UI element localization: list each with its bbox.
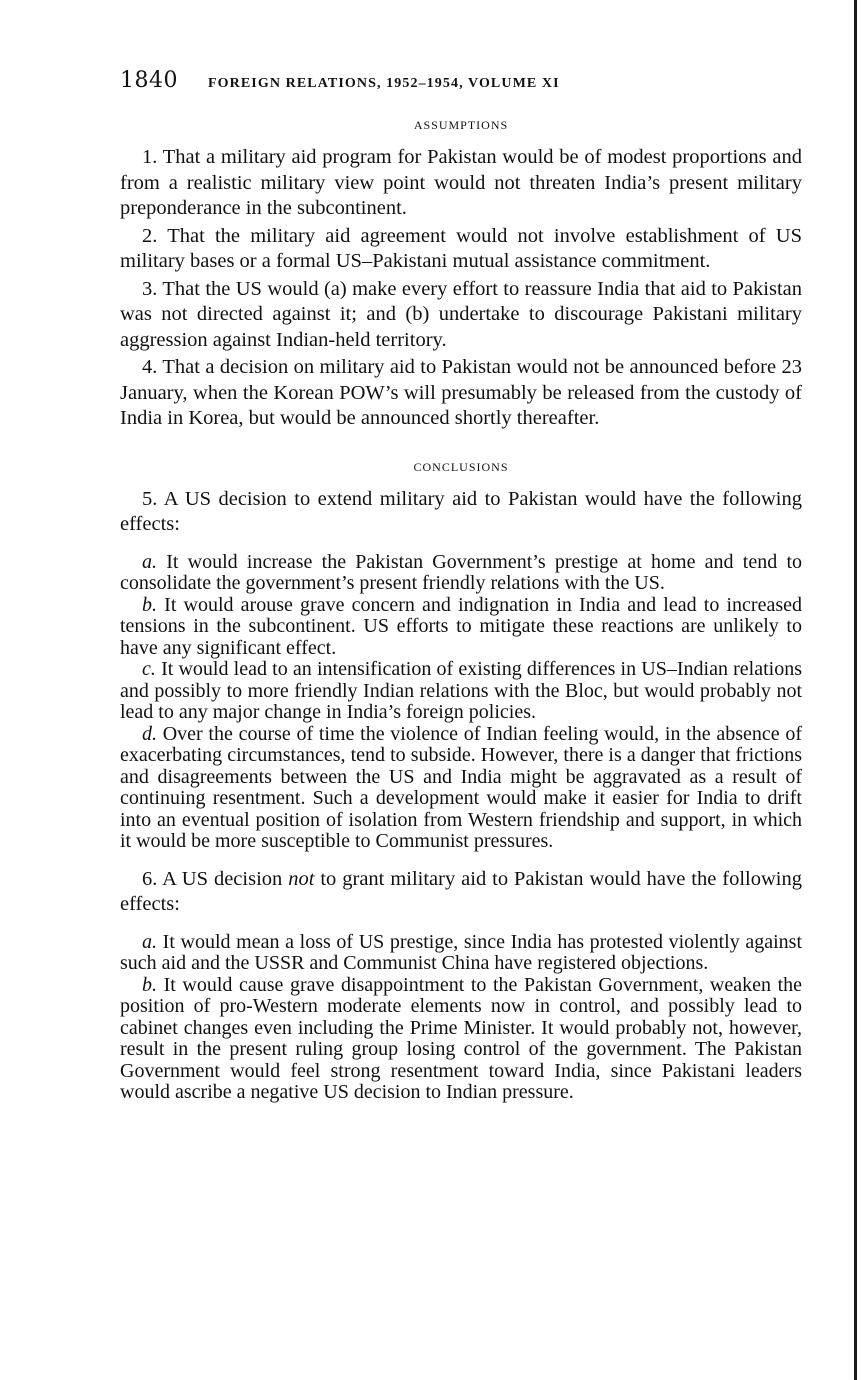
- conclusion-5-intro-block: [120, 487, 802, 538]
- effect-5c: [120, 659, 802, 724]
- effect-text: It would lead to an intensification of existing differences in US–Indian relations and possibly to more friendly Indian relations with the Bloc, but would probably not lead to any major change in India’s foreign policies.: [120, 658, 802, 723]
- effect-letter: a.: [142, 550, 157, 573]
- effect-5d: [120, 724, 802, 853]
- conclusion-5-effects: [120, 552, 802, 853]
- document-page: [120, 68, 802, 1118]
- assumption-3: 3. That the US would (a) make every effort to reassure India that aid to Pakistan was not directed against it; and (b) undertake to discourage Pakistani military aggression against Indian-held territory.: [120, 277, 802, 351]
- page-number: 1840: [120, 68, 178, 93]
- running-header: [120, 68, 802, 102]
- effect-5b: [120, 595, 802, 660]
- assumption-1: 1. That a military aid program for Pakistan would be of modest proportions and from a realistic military view point would not threaten India’s present military preponderance in the subcontinent.: [120, 146, 802, 219]
- assumptions-list: [120, 145, 802, 432]
- volume-title: FOREIGN RELATIONS, 1952–1954, VOLUME XI: [208, 76, 560, 91]
- conclusion-5-intro: 5. A US decision to extend military aid to Pakistan would have the following effects:: [120, 487, 802, 535]
- assumption-2: 2. That the military aid agreement would not involve establishment of US military bases or a formal US–Pakistani mutual assistance commitment.: [120, 224, 802, 272]
- effect-text: It would cause grave disappointment to the Pakistan Government, weaken the position of pro-Western moderate elements now in control, and possibly lead to cabinet changes even including the Prime Minister. It would probably not, however, result in the present ruling group losing control of the government. The Pakistan Government would feel strong resentment toward India, since Pakistani leaders would ascribe a negative US decision to Indian pressure.: [120, 973, 803, 1103]
- effect-text: It would increase the Pakistan Government’s prestige at home and tend to consolidate the government’s present friendly relations with the US.: [120, 550, 802, 594]
- effect-text: Over the course of time the violence of Indian feeling would, in the absence of exacerbating circumstances, tend to subside. However, there is a danger that frictions and disagreements between the US and India might be aggravated as a result of continuing resentment. Such a development would make it easier for India to drift into an eventual position of isolation from Western friendship and support, in which it would be more susceptible to Communist pressures.: [120, 722, 802, 852]
- effect-letter: d.: [142, 722, 157, 745]
- effect-letter: b.: [142, 973, 157, 996]
- effect-letter: a.: [142, 930, 157, 953]
- effect-6a: [120, 932, 802, 975]
- effect-text: It would arouse grave concern and indignation in India and lead to increased tensions in the subcontinent. US efforts to mitigate these reactions are unlikely to have any significant effect.: [120, 593, 802, 659]
- assumptions-heading: ASSUMPTIONS: [413, 118, 509, 132]
- emphasis-not: not: [288, 867, 315, 890]
- conclusion-6-effects: [120, 932, 802, 1104]
- assumption-4: 4. That a decision on military aid to Pakistan would not be announced before 23 January, when the Korean POW’s will presumably be released from the custody of India in Korea, but would be announced shortly thereafter.: [120, 356, 802, 429]
- effect-6b: [120, 975, 802, 1104]
- effect-letter: b.: [142, 593, 157, 616]
- effect-letter: c.: [142, 658, 156, 680]
- conclusion-6-intro-block: [120, 867, 802, 918]
- effect-text: It would mean a loss of US prestige, since India has protested violently against such aid and the USSR and Communist China have registered objections.: [120, 930, 803, 974]
- conclusion-6-intro: 6. A US decision not to grant military aid to Pakistan would have the following effects:: [120, 867, 802, 915]
- page-edge: [854, 0, 857, 1380]
- conclusions-heading: CONCLUSIONS: [413, 459, 509, 474]
- effect-5a: [120, 552, 802, 595]
